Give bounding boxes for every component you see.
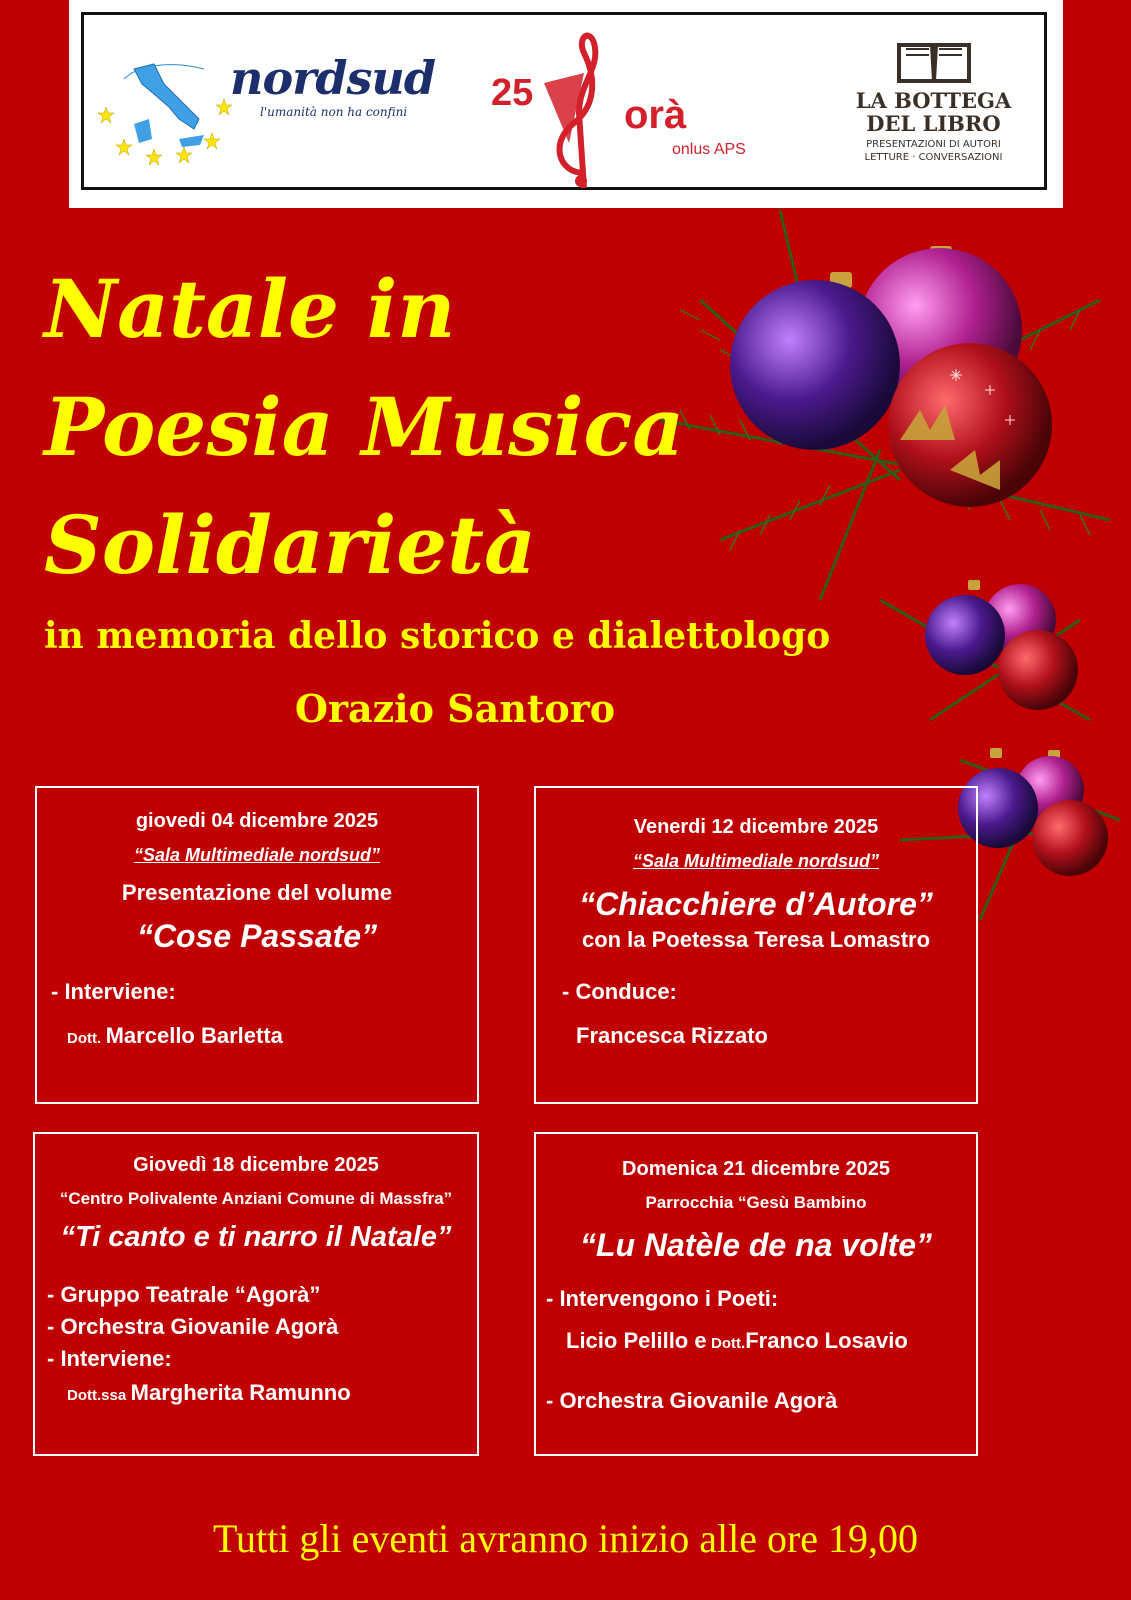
event-title: Natale in Poesia Musica Solidarietà xyxy=(44,262,685,592)
agora-number: 25 xyxy=(491,72,534,114)
bottega-sub2: LETTURE · CONVERSAZIONI xyxy=(864,152,1003,163)
bottega-sub1: PRESENTAZIONI DI AUTORI xyxy=(866,139,1001,150)
event-prefix: Dott. xyxy=(711,1335,746,1352)
event-place: “Sala Multimediale nordsud” xyxy=(632,851,880,871)
event-work-title: “Cose Passate” xyxy=(136,918,378,954)
event-place: “Centro Polivalente Anziani Comune di Massfra” xyxy=(59,1189,453,1208)
event-role: - Conduce: xyxy=(562,979,677,1004)
event-card-1 xyxy=(35,786,479,1104)
event-date: Domenica 21 dicembre 2025 xyxy=(622,1158,890,1180)
sponsor-frame xyxy=(81,12,1047,190)
event-role: - Intervengono i Poeti: xyxy=(546,1286,779,1311)
event-speaker: Francesca Rizzato xyxy=(576,1023,768,1048)
bottega-line2: DEL LIBRO xyxy=(866,111,1001,136)
event-speaker-2: Franco Losavio xyxy=(745,1328,908,1353)
event-item: - Orchestra Giovanile Agorà xyxy=(546,1388,838,1413)
event-date: giovedi 04 dicembre 2025 xyxy=(135,810,379,832)
open-book-icon xyxy=(894,37,974,87)
nordsud-tagline: l'umanità non ha confini xyxy=(260,105,408,119)
event-intro: Presentazione del volume xyxy=(121,880,393,905)
event-guest: con la Poetessa Teresa Lomastro xyxy=(581,927,931,952)
agora-name: orà xyxy=(624,93,687,137)
start-time-note: Tutti gli eventi avranno inizio alle ore 19,00 xyxy=(212,1516,919,1561)
event-role: - Interviene: xyxy=(47,1346,172,1371)
memorial-person: Orazio Santoro xyxy=(294,686,616,731)
event-date: Venerdi 12 dicembre 2025 xyxy=(633,816,879,838)
event-card-2 xyxy=(534,786,978,1104)
event-item: - Gruppo Teatrale “Agorà” xyxy=(47,1282,321,1307)
event-prefix: Dott.ssa xyxy=(67,1387,127,1404)
event-card-3 xyxy=(33,1132,479,1456)
sponsor-header xyxy=(69,0,1063,208)
event-date: Giovedì 18 dicembre 2025 xyxy=(133,1154,379,1176)
event-item: - Orchestra Giovanile Agorà xyxy=(47,1314,339,1339)
bottega-line1: LA BOTTEGA xyxy=(855,88,1012,113)
event-work-title: “Lu Natèle de na volte” xyxy=(579,1227,933,1263)
event-work-title: “Ti canto e ti narro il Natale” xyxy=(60,1221,452,1253)
nordsud-name: nordsud xyxy=(230,51,436,105)
event-card-4 xyxy=(534,1132,978,1456)
event-place: “Sala Multimediale nordsud” xyxy=(133,845,381,865)
event-speaker: Margherita Ramunno xyxy=(130,1380,351,1405)
event-speaker: Marcello Barletta xyxy=(105,1023,283,1048)
bottega-logo xyxy=(846,37,1021,177)
event-prefix: Dott. xyxy=(67,1030,102,1047)
event-role: - Interviene: xyxy=(51,979,176,1004)
event-speaker-1: Licio Pelillo e xyxy=(566,1328,707,1353)
event-place: Parrocchia “Gesù Bambino xyxy=(645,1193,867,1212)
event-work-title: “Chiacchiere d’Autore” xyxy=(579,886,933,922)
agora-sub: onlus APS xyxy=(672,141,746,158)
memorial-subtitle: in memoria dello storico e dialettologo xyxy=(44,615,831,657)
